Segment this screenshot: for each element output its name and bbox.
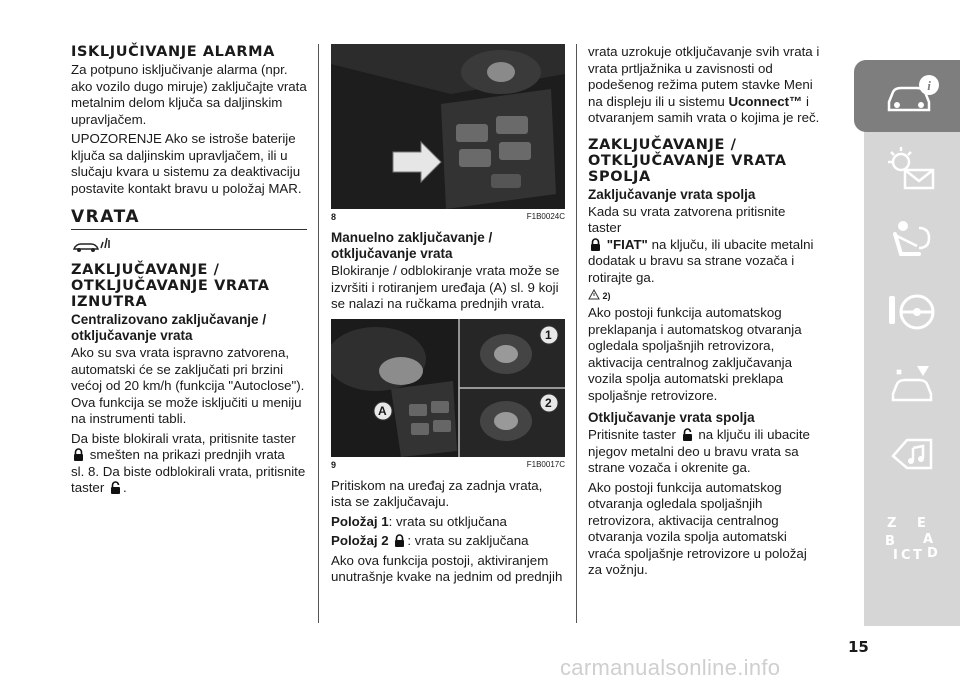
text: Da biste blokirali vrata, pritisnite taster: [71, 430, 296, 446]
paragraph: Ako postoji funkcija automatskog otvaranja ogledala spoljašnjih retrovizora, aktivacija centralnog otvaranja vozila spolja automatski vraća spoljašnje retrovizore u položaj za vožnju.: [588, 479, 807, 577]
index-letter: C: [901, 548, 911, 563]
chapter-sidebar: [864, 60, 960, 626]
heading-alarm-off: ISKLJUČIVANJE ALARMA: [71, 44, 275, 60]
column-divider: [318, 44, 319, 623]
paragraph: Za potpuno isključivanje alarma (npr. ako vozilo dugo miruje) zaključajte vrata metalnim delom ključa sa daljinskim upravljačem.: [71, 62, 307, 127]
text: sl. 8. Da biste odblokirali vrata, pritisnite taster: [71, 463, 306, 495]
callout-label-2: 2: [545, 395, 552, 410]
column-middle: [331, 44, 565, 589]
column-right: [588, 44, 820, 582]
callout-label-a: A: [378, 403, 387, 418]
paragraph: [588, 44, 820, 127]
figure-number: 9: [331, 459, 337, 470]
warning-reference: [588, 289, 820, 302]
paragraph: [588, 427, 820, 477]
heading-doors: VRATA: [71, 207, 141, 227]
position-1-line: [331, 514, 565, 531]
paragraph: Ako ova funkcija postoji, aktiviranjem unutrašnje kvake na jednim od prednjih: [331, 552, 563, 584]
text: na ključu ili ubacite njegov metalni deo u bravu vrata sa strane vozača i okrenite ga.: [588, 427, 810, 475]
subheading-unlock-outside: Otključavanje vrata spolja: [588, 410, 755, 425]
figure-8-door-panel: [331, 44, 565, 209]
index-letter: B: [885, 534, 895, 549]
paragraph: [71, 431, 307, 497]
svg-text:i: i: [927, 78, 931, 93]
text-bold: Uconnect™: [728, 93, 803, 109]
section-rule: [71, 229, 307, 230]
warning-triangle-icon: [588, 289, 600, 300]
car-breakdown-icon: [883, 360, 941, 408]
figure-caption: [331, 460, 565, 470]
figure-code: F1B0017C: [526, 459, 565, 469]
lock-open-icon: [682, 428, 693, 441]
car-wifi-icon: [71, 236, 307, 254]
steering-wheel-key-icon: [883, 288, 941, 336]
page-number: 15: [848, 638, 869, 656]
index-letter: Z: [887, 516, 897, 531]
sidebar-item-car-info[interactable]: [864, 60, 960, 132]
multimedia-icon: [883, 432, 941, 480]
sidebar-item-warning-lights[interactable]: [864, 132, 960, 204]
text: : vrata su zaključana: [407, 533, 529, 548]
text: Kada su vrata zatvorena pritisnite taster: [588, 203, 786, 235]
lock-open-icon: [110, 481, 121, 494]
paragraph: Ako su sva vrata ispravno zatvorena, automatski će se zaključati pri brzini većoj od 20 km/h (funkcija "Autoclose"). Ova funkcija se može isključiti u meniju na instrumenti tabli.: [71, 345, 305, 426]
subheading-manual-lock: Manuelno zaključavanje / otključavanje vrata: [331, 230, 493, 261]
paragraph: Blokiranje / odblokiranje vrata može se izvršiti i rotiranjem uređaja (A) sl. 9 koji se nalazi na ručkama prednjih vrata.: [331, 263, 560, 311]
figure-number: 8: [331, 212, 337, 222]
paragraph: [588, 204, 820, 287]
heading-inner-lock: ZAKLJUČAVANJE / OTKLJUČAVANJE VRATA IZNUTRA: [71, 262, 270, 310]
watermark: carmanualsonline.info: [560, 655, 781, 680]
index-letter: T: [913, 548, 922, 563]
column-divider: [576, 44, 577, 623]
subheading-central-lock: Centralizovano zaključavanje / otključavanje vrata: [71, 312, 267, 343]
paragraph: UPOZORENJE Ako se istroše baterije ključa sa daljinskim upravljačem, ili u slučaju kvara u sistemu za deaktivaciju postavite kontakt bravu u položaj MAR.: [71, 131, 302, 196]
index-letter: E: [917, 516, 926, 531]
paragraph: Pritiskom na uređaj za zadnja vrata, ista se zaključavaju.: [331, 477, 543, 509]
sidebar-item-driving[interactable]: [864, 276, 960, 348]
lock-closed-icon: [73, 448, 84, 461]
index-icon: [883, 507, 941, 567]
text: : vrata su otključana: [388, 513, 507, 529]
sidebar-item-index[interactable]: [864, 492, 960, 582]
warning-lights-icon: [883, 144, 941, 192]
airbag-seat-icon: [883, 216, 941, 264]
figure-caption: [331, 212, 565, 222]
paragraph: Ako postoji funkcija automatskog preklapanja i automatskog otvaranja ogledala spoljašnjih retrovizora, aktivacija centralnog zaključavanja vozila spolja automatski preklapa spoljašnje retrovizore.: [588, 305, 802, 403]
figure-9-door-handle: [331, 319, 565, 457]
index-letter: D: [927, 546, 938, 561]
position-2-line: [331, 533, 565, 550]
figure-code: F1B0024C: [526, 212, 565, 221]
sidebar-item-safety[interactable]: [864, 204, 960, 276]
text: 2): [602, 291, 611, 301]
text: .: [122, 480, 127, 495]
text: na ključu, ili ubacite metalni dodatak u bravu sa strane vozača i rotirajte ga.: [588, 236, 814, 285]
label: Položaj 2: [331, 533, 389, 548]
column-left: [71, 44, 307, 500]
text: i otvaranjem samih vrata o kojima je reč.: [588, 93, 820, 125]
index-letter: A: [923, 532, 934, 547]
index-letter: I: [893, 548, 898, 563]
text: vrata uzrokuje otključavanje svih vrata i vrata prtljažnika u zavisnosti od podešenog režima putem stavke Meni na displeju ili u sistemu: [588, 44, 820, 109]
label: Položaj 1: [331, 513, 389, 529]
text: Pritisnite taster: [588, 427, 676, 442]
lock-closed-icon: [590, 238, 601, 251]
heading-outer-lock: ZAKLJUČAVANJE / OTKLJUČAVANJE VRATA SPOLJA: [588, 136, 787, 185]
text-bold: "FIAT": [606, 236, 648, 252]
sidebar-item-multimedia[interactable]: [864, 420, 960, 492]
callout-label-1: 1: [545, 327, 552, 342]
car-info-icon: [883, 72, 941, 120]
subheading-lock-outside: Zaključavanje vrata spolja: [588, 186, 756, 202]
sidebar-item-emergency[interactable]: [864, 348, 960, 420]
text: smešten na prikazi prednjih vrata: [89, 447, 285, 462]
lock-closed-icon: [394, 534, 405, 547]
